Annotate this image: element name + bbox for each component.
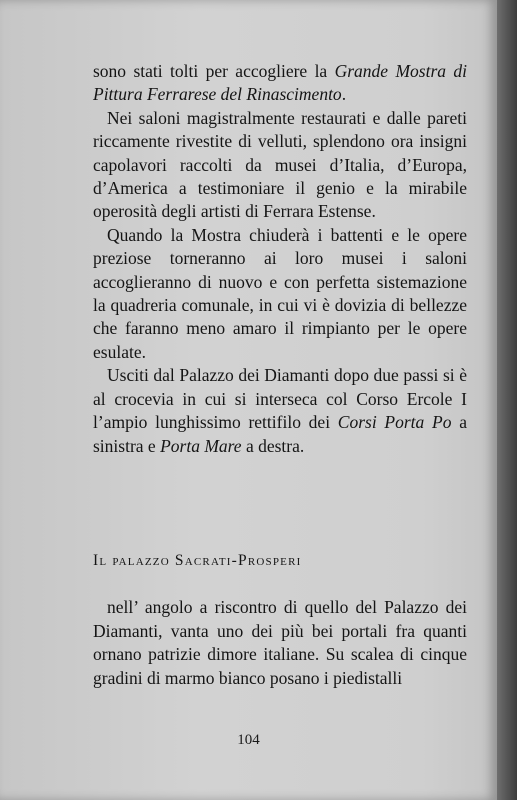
text-segment: a destra. (241, 435, 305, 456)
book-spine-shadow (497, 0, 517, 800)
text-segment: Nei saloni magistralmente restaurati e dalle pareti riccamente rivestite di velluti, splendono ora insigni capolavori raccolti da musei d’Italia, d’Europa, d’America a testimoniare il genio e la mirabile operosità degli artisti di Ferrara Estense. (93, 107, 467, 222)
text-segment: . (341, 84, 347, 105)
page-number: 104 (237, 732, 260, 748)
section-body (93, 596, 467, 690)
italic-text: Porta Mare (160, 435, 242, 456)
italic-text: Grande Mostra di Pittura Ferrarese del Rinascimento (93, 61, 467, 105)
text-segment: sono stati tolti per accogliere la (93, 61, 335, 81)
paragraph (93, 224, 467, 364)
paragraph (93, 364, 467, 458)
paragraph (93, 107, 467, 224)
section-heading: Il palazzo Sacrati-Prosperi (93, 552, 302, 569)
italic-text: Corsi Porta Po (337, 412, 452, 433)
text-segment: a sinistra e (93, 412, 467, 456)
body-text (93, 60, 467, 458)
text-segment: Quando la Mostra chiuderà i battenti e le opere preziose torneranno ai loro musei i saloni accoglieranno di nuovo e con perfetta sistemazione la quadreria comunale, in cui vi è dovizia di bellezze che faranno meno amaro il rimpianto per le opere esulate. (93, 224, 467, 362)
section-paragraph: nell’ angolo a riscontro di quello del Palazzo dei Diamanti, vanta uno dei più bei portali fra quanti ornano patrizie dimore italiane. Su scalea di cinque gradini di marmo bianco posano i piedistalli (93, 597, 467, 688)
paragraph (93, 60, 467, 107)
text-segment: Usciti dal Palazzo dei Diamanti dopo due passi si è al crocevia in cui si interseca col Corso Ercole I l’ampio lunghissimo rettifilo dei (93, 365, 467, 433)
